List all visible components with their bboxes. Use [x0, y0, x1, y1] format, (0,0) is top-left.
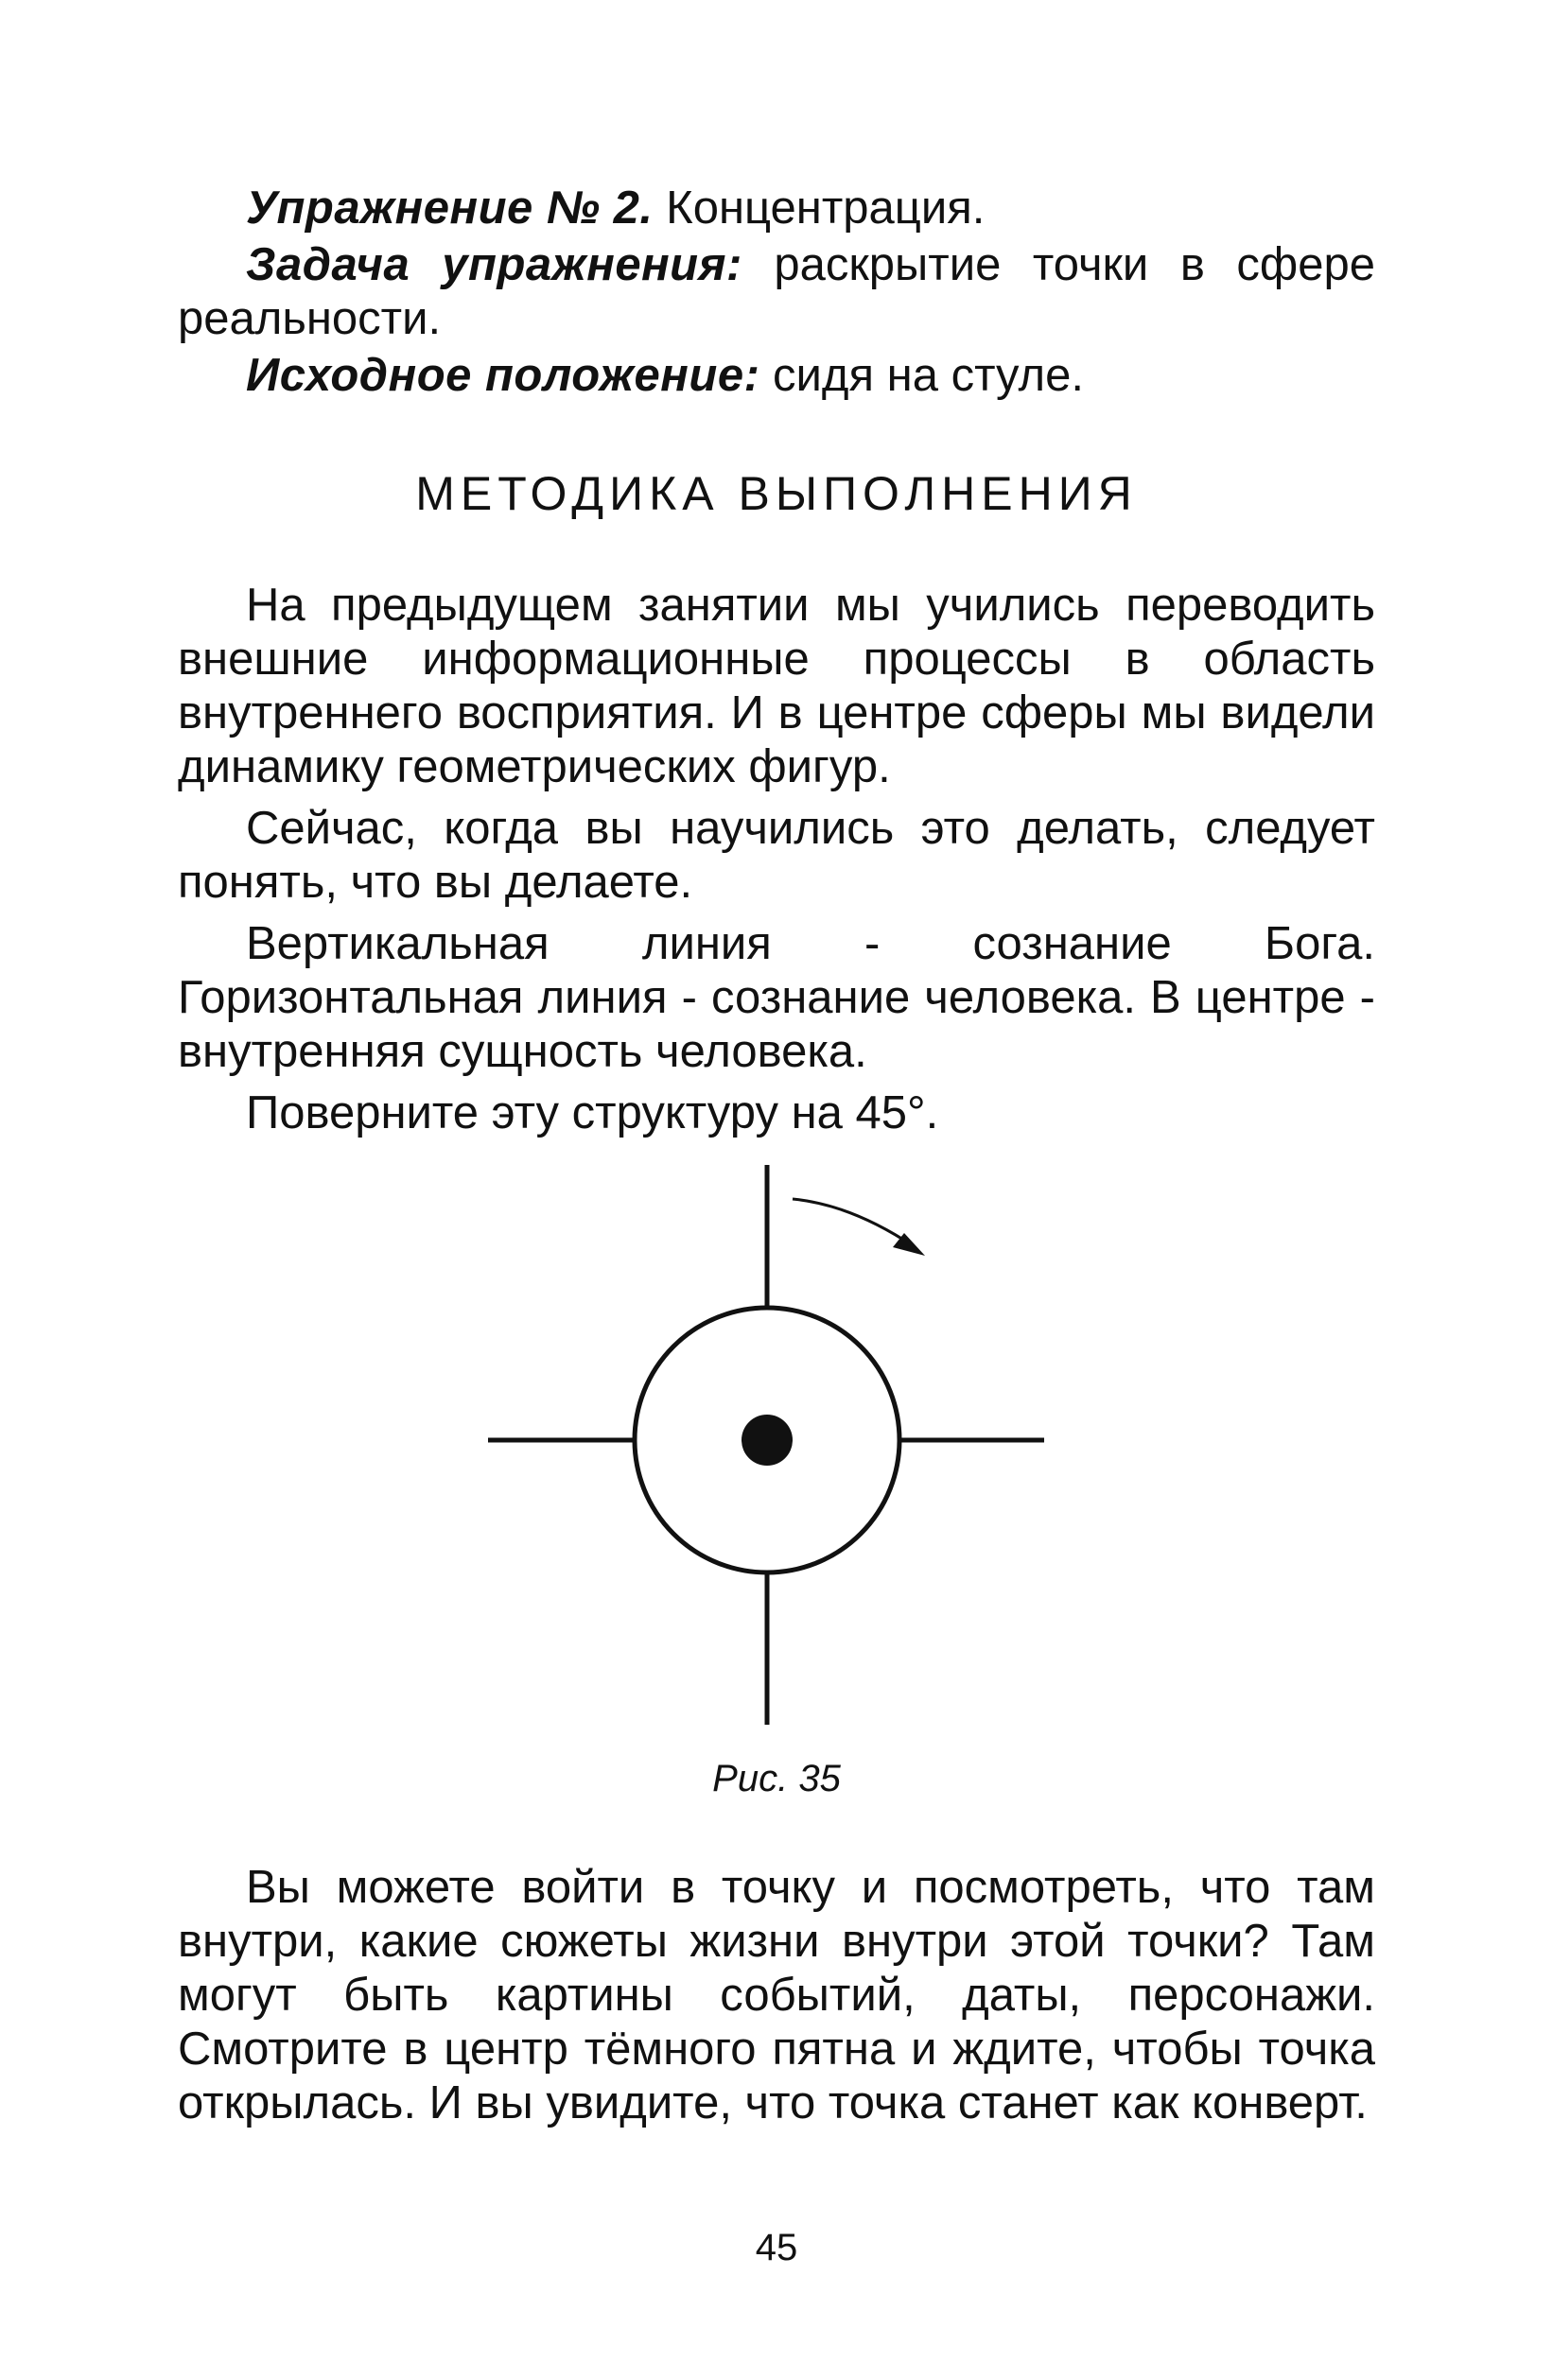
method-heading: МЕТОДИКА ВЫПОЛНЕНИЯ	[415, 467, 1138, 520]
paragraph-1: На предыдущем занятии мы учились переводить внешние информационные процессы в область внутреннего восприятия. И в центре сферы мы видели динамику геометрических фигур.	[178, 580, 1375, 792]
page-number: 45	[755, 2227, 798, 2268]
exercise-header	[178, 182, 1375, 406]
figure-caption: Рис. 35	[712, 1758, 841, 1799]
paragraph-3: Вертикальная линия - сознание Бога. Горизонтальная линия - сознание человека. В центре - внутренняя сущность человека.	[178, 918, 1375, 1077]
method-body	[178, 579, 1375, 1148]
exercise-position	[178, 349, 1375, 403]
rotation-arrow-shaft	[793, 1199, 914, 1246]
exercise-title-lead: Упражнение № 2.	[246, 182, 654, 234]
exercise-position-lead: Исходное положение:	[246, 350, 760, 401]
exercise-task-lead: Задача упражнения:	[246, 239, 742, 290]
paragraph-2: Сейчас, когда вы научились это делать, следует понять, что вы делаете.	[178, 803, 1375, 908]
closing-body	[178, 1861, 1375, 2130]
center-point	[742, 1415, 793, 1466]
exercise-task-text: раскрытие точки в сфере реальности.	[178, 239, 1375, 344]
closing-paragraph: Вы можете войти в точку и посмотреть, что там внутри, какие сюжеты жизни внутри этой точки? Там могут быть картины событий, даты, персонажи. Смотрите в центр тёмного пятна и ждите, чтобы точка открылась. И вы увидите, что точка станет как конверт.	[178, 1862, 1375, 2128]
figure-35-diagram	[454, 1155, 1078, 1742]
exercise-title-text: Концентрация.	[666, 182, 986, 234]
exercise-position-text: сидя на стуле.	[773, 350, 1084, 401]
exercise-task	[178, 238, 1375, 346]
exercise-title	[178, 182, 1375, 235]
paragraph-4: Поверните эту структуру на 45°.	[246, 1087, 939, 1138]
